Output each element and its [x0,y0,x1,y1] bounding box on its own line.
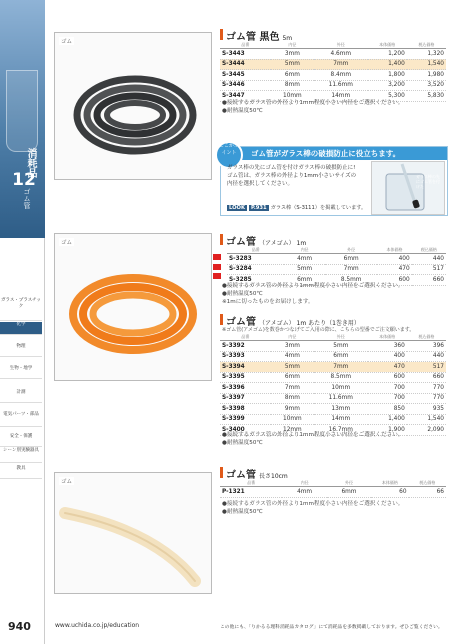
sidebar-divider [44,238,45,644]
note-line: ●接続するガラス管の外径より1mm程度小さい内径をご選択ください。 [222,432,404,438]
short-rubber-tube-photo [54,472,212,594]
nav-item-teaching[interactable]: 教具 [0,466,42,479]
section-heading-black [220,28,450,41]
short-tube [55,473,211,593]
table-row: P-1321 4mm 6mm 60 66 [220,487,446,498]
glass-rod-photo [371,161,445,215]
note-line: ●接続するガラス管の外径より1mm程度小さい内径をご選択ください。 [222,100,404,106]
nav-item-physics[interactable]: 物理 [0,344,42,357]
page-footer [0,612,462,644]
new-badge [213,254,221,260]
table-row: S-3396 7mm 10mm 700 770 [220,383,446,394]
section-heading-amber [220,233,450,246]
chapter-subtitle: ゴム管 [23,188,31,209]
black-tube-coil [55,33,211,179]
photo-tag: ゴム [61,240,73,246]
table-row: S-3284 5mm 7mm 470 517 [227,264,446,275]
heading-bar [220,467,223,478]
spec-table-black: 品番 内径 外径 本体価格 税込価格 S-3443 3mm 4.6mm 1,200 1,320 S-3444 5mm 7mm 1,400 1,540 S-3445 6mm 8.4mm 1,800 1,980 S-3446 8mm 11.6mm 3,200 3,520 S-3447 10mm 14mm 5,300 5,830 [220,42,446,102]
note-line: ●接続するガラス管の外径より1mm程度小さい内径をご選択ください。 [222,501,404,507]
table-row: S-3446 8mm 11.6mm 3,200 3,520 [220,80,446,91]
look-reference[interactable]: LOOK P.931 ガラス棒（S-3111）を掲載しています。 [229,205,367,211]
table-row: S-3398 9mm 13mm 850 935 [220,404,446,415]
table-row: S-3443 3mm 4.6mm 1,200 1,320 [220,49,446,60]
note-line: ●耐熱温度50℃ [222,509,263,515]
note-line: ●接続するガラス管の外径より1mm程度小さい内径をご選択ください。 [222,283,404,289]
nav-item-chemistry[interactable]: 化学 [0,322,42,335]
heading-bar [220,314,223,325]
nav-item-measurement[interactable]: 計測 [0,390,42,403]
section-title: ゴム管 （アメゴム） 1m あたり（1巻き用） [226,317,360,328]
amber-rubber-tube-photo [54,233,212,381]
nav-item-safety[interactable]: 安全・保護 [0,434,42,447]
chapter-number: 12 [12,170,36,190]
table-row: S-3445 6mm 8.4mm 1,800 1,980 [220,70,446,81]
section-heading-10cm [220,466,450,479]
photo-tag: ゴム [61,39,73,45]
section-title: ゴム管 黒色 5m [226,32,293,43]
new-badge [213,273,221,279]
table-row: S-3394 5mm 7mm 470 517 [220,362,446,373]
nav-item-scene[interactable]: シーン別実験器具 [0,448,42,463]
table-row: S-3400 12mm 16.7mm 1,900 2,090 [220,425,446,436]
table-row: S-3395 6mm 8.5mm 600 660 [220,372,446,383]
footer-url[interactable]: www.uchida.co.jp/education [55,622,140,629]
point-text: ガラス棒の先にゴム管を付けガラス棒の破損防止に! ゴム管は、ガラス棒の外径より1mm小さいサイズの 内径を選択してください。 [227,165,357,187]
table-row: S-3444 5mm 7mm 1,400 1,540 [220,59,446,70]
nav-item-biology[interactable]: 生物・地学 [0,366,42,379]
black-rubber-tube-photo [54,32,212,180]
table-row: S-3447 10mm 14mm 5,300 5,830 [220,91,446,102]
heading-bar [220,234,223,245]
nav-item-electric[interactable]: 電気パーツ・部品 [0,412,42,427]
section-intro: ※ゴム管(アメゴム)を数巻かつなげてご入用の際に、こちらの型番でご注文願います。 [222,327,415,333]
table-row: S-3283 4mm 6mm 400 440 [227,254,446,265]
chapter-sidebar [0,0,45,644]
page-number: 940 [8,620,31,633]
beaker-illustration [6,70,38,152]
note-line: ●耐熱温度50℃ [222,440,263,446]
note-line: ●耐熱温度50℃ [222,108,263,114]
table-row: S-3285 6mm 8.5mm 600 660 [227,275,446,286]
point-box [218,143,448,216]
chapter-band [0,0,45,238]
spec-table-10cm: 品番 内径 外径 本体価格 税込価格 P-1321 4mm 6mm 60 66 [220,480,446,498]
orange-tube-coil [55,234,211,380]
note-line: ※1mに切ったものをお届けします。 [222,299,314,305]
heading-bar [220,29,223,40]
point-title: ゴム管がガラス棒の破損防止に役立ちます。 [221,147,447,160]
section-heading-amber-per-meter [220,313,450,326]
table-row: S-3393 4mm 6mm 400 440 [220,351,446,362]
footer-note: この他にも、「りかるる理科消耗品カタログ」にて消耗品を多数掲載しております。ぜひご覧ください。 [220,625,443,630]
section-title: ゴム管 （アメゴム） 1m [226,237,307,248]
section-title: ゴム管 長さ10cm [226,470,288,481]
point-badge: ここがポイント [215,141,243,169]
chapter-title: 消耗品 [25,148,36,178]
photo-caption: ガラス棒の先にゴム管を付けた [416,174,440,189]
new-badge [213,264,221,270]
spec-table-amber: 品番 内径 外径 本体価格 税込価格 S-3283 4mm 6mm 400 440 S-3284 5mm 7mm 470 517 S-3285 6mm 8.5mm 600 660 [227,247,446,286]
note-line: ●耐熱温度50℃ [222,291,263,297]
table-row: S-3399 10mm 14mm 1,400 1,540 [220,414,446,425]
spec-table-amber-per-meter: 品番 内径 外径 本体価格 税込価格 S-3392 3mm 5mm 360 396 S-3393 4mm 6mm 400 440 S-3394 5mm 7mm 470 517 S-3395 6mm 8.5mm 600 660 S-3396 7mm 10mm 700 770 S-3397 8mm 11.6mm 700 770 S-3398 9mm 13mm 850 935 S-3399 10mm 14mm 1,400 1,540 S-3400 12mm 16.7mm 1,900 2,090 [220,334,446,436]
table-row: S-3397 8mm 11.6mm 700 770 [220,393,446,404]
nav-item-glass[interactable]: ガラス・プラスチック [0,298,42,321]
photo-tag: ゴム [61,479,73,485]
table-row: S-3392 3mm 5mm 360 396 [220,341,446,352]
